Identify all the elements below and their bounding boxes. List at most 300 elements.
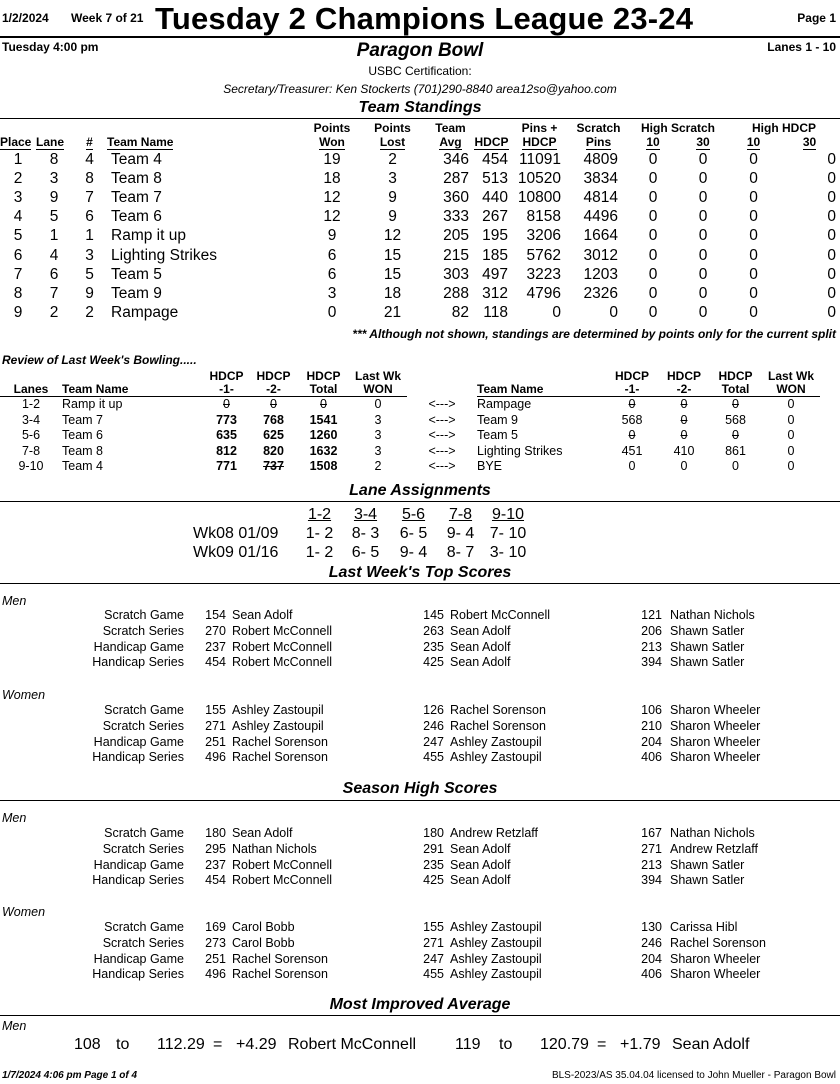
standings-row — [0, 303, 840, 322]
top-scores-row — [0, 735, 830, 751]
season-high-score-1: 454 — [205, 873, 226, 888]
season-high-name-1: Rachel Sorenson — [232, 967, 328, 982]
top-scores-name-3: Sharon Wheeler — [670, 734, 761, 749]
standings-hs30: 0 — [698, 284, 708, 302]
top-scores-score-3: 106 — [641, 703, 662, 717]
standings-pins: 4796 — [526, 284, 561, 302]
review-row — [0, 413, 840, 429]
review-lanes-header: Lanes — [0, 383, 62, 397]
top-scores-score-3: 206 — [641, 623, 662, 638]
top-scores-name-2: Robert McConnell — [450, 608, 551, 622]
review-opp: Team 5 — [477, 428, 518, 442]
standings-avg: 288 — [443, 284, 469, 302]
standings-row — [0, 284, 840, 303]
lane-pair-3-4: 3-4 — [353, 506, 378, 523]
review-h2-top: HDCP — [256, 369, 291, 383]
season-high-score-2: 235 — [423, 857, 444, 872]
season-high-group-label: Men — [2, 811, 27, 825]
review-title: Review of Last Week's Bowling..... — [2, 353, 197, 367]
top-scores-name-1: Robert McConnell — [232, 655, 333, 670]
lane-assign-rule — [0, 501, 840, 502]
review-g2: 737 — [263, 459, 284, 473]
season-high-name-2: Ashley Zastoupil — [450, 920, 542, 934]
standings-hh30: 0 — [827, 189, 836, 207]
season-high-row — [0, 826, 830, 842]
top-scores-name-3: Shawn Satler — [670, 639, 745, 654]
season-high-category: Scratch Game — [104, 826, 184, 840]
standings-scratch: 0 — [609, 303, 618, 321]
standings-lost: 3 — [388, 170, 397, 188]
standings-hh30: 0 — [827, 284, 836, 302]
review-opp: BYE — [477, 459, 503, 473]
standings-lost: 21 — [383, 303, 402, 321]
review-og1: 451 — [621, 443, 643, 458]
top-scores-score-2: 455 — [423, 750, 444, 765]
standings-hh30: 0 — [827, 208, 836, 226]
top-scores-name-1: Rachel Sorenson — [232, 734, 328, 749]
season-high-name-3: Sharon Wheeler — [670, 967, 761, 982]
season-high-row — [0, 920, 830, 936]
review-ototal: 0 — [732, 428, 739, 442]
standings-scratch: 2326 — [583, 284, 618, 302]
lane-pair-7-8: 7-8 — [448, 506, 473, 523]
secretary-contact: Secretary/Treasurer: Ken Stockerts (701)290-8840 area12so@yahoo.com — [223, 82, 617, 96]
lane-assign-week: Wk09 01/16 — [193, 544, 279, 561]
top-scores-category: Handicap Game — [93, 639, 184, 654]
standings-place: 5 — [13, 227, 23, 245]
standings-avg: 346 — [443, 151, 469, 169]
review-owon: 0 — [787, 459, 795, 473]
standings-hh10: 0 — [749, 208, 758, 226]
standings-lost: 9 — [388, 208, 397, 226]
standings-lane: 7 — [49, 284, 59, 302]
top-scores-score-3: 121 — [641, 608, 662, 622]
top-scores-category: Scratch Game — [104, 703, 184, 717]
season-high-rule — [0, 800, 840, 801]
season-high-name-3: Sharon Wheeler — [670, 951, 761, 966]
review-team: Team 8 — [62, 443, 103, 458]
top-scores-table — [0, 608, 830, 671]
standings-lane: 1 — [49, 227, 59, 245]
standings-scratch: 4814 — [583, 189, 618, 207]
season-high-score-3: 213 — [641, 857, 662, 872]
review-h2: -2- — [249, 383, 298, 397]
lane-pair-5-6: 5-6 — [401, 506, 426, 523]
review-g1: 635 — [216, 428, 237, 442]
review-row — [0, 459, 840, 475]
top-scores-name-3: Nathan Nichols — [670, 608, 755, 622]
standings-pins: 10520 — [517, 170, 561, 188]
standings-place: 2 — [13, 170, 23, 188]
most-improved-to-word: to — [499, 1036, 513, 1053]
top-scores-category: Handicap Series — [92, 750, 184, 765]
most-improved-name: Robert McConnell — [288, 1036, 417, 1053]
top-scores-name-3: Shawn Satler — [670, 655, 745, 670]
standings-team: Team 8 — [111, 170, 162, 188]
league-time: Tuesday 4:00 pm — [2, 40, 99, 54]
standings-hh10: 0 — [749, 265, 758, 283]
top-scores-name-2: Ashley Zastoupil — [450, 734, 542, 749]
standings-num: 5 — [85, 265, 94, 283]
review-g2: 768 — [263, 412, 284, 427]
standings-scratch: 3834 — [583, 170, 618, 188]
season-high-category: Scratch Series — [102, 935, 184, 950]
review-h1-top: HDCP — [209, 369, 244, 383]
most-improved-from: 108 — [74, 1036, 101, 1053]
standings-hh10: 0 — [749, 284, 758, 302]
standings-avg: 303 — [443, 265, 469, 283]
standings-pins: 5762 — [526, 246, 561, 264]
season-high-category: Scratch Game — [104, 920, 184, 934]
standings-num: 7 — [85, 189, 94, 207]
top-scores-rule — [0, 583, 840, 584]
standings-hh30: 0 — [827, 265, 836, 283]
standings-lane: 2 — [49, 303, 59, 321]
review-total: Total — [298, 383, 349, 397]
season-high-name-1: Robert McConnell — [232, 857, 333, 872]
top-scores-score-2: 425 — [423, 655, 444, 670]
review-arrow: <---> — [428, 459, 456, 473]
most-improved-name: Sean Adolf — [672, 1036, 750, 1053]
season-high-name-1: Carol Bobb — [232, 935, 295, 950]
col-avg: Avg — [439, 135, 462, 149]
season-high-score-1: 496 — [205, 967, 226, 982]
season-high-score-1: 251 — [205, 951, 226, 966]
standings-won: 0 — [327, 303, 337, 321]
top-scores-score-1: 270 — [205, 623, 226, 638]
review-owon: 0 — [787, 443, 795, 458]
standings-scratch: 4809 — [583, 151, 618, 169]
top-scores-score-3: 204 — [641, 734, 662, 749]
lane-assign-title: Lane Assignments — [349, 482, 491, 499]
review-spacer — [820, 413, 840, 429]
review-spacer — [820, 459, 840, 475]
standings-team: Team 4 — [111, 151, 162, 169]
standings-row — [0, 169, 840, 188]
col-pins: HDCP — [522, 135, 557, 149]
review-spacer — [820, 397, 840, 413]
review-table — [0, 370, 840, 475]
most-improved-title: Most Improved Average — [329, 996, 511, 1013]
standings-num: 1 — [85, 227, 94, 245]
col-won: Won — [319, 135, 345, 149]
standings-place: 3 — [13, 189, 23, 207]
top-scores-name-3: Sharon Wheeler — [670, 718, 761, 733]
lane-assign-pair: 7- 10 — [489, 525, 527, 542]
standings-hh30: 0 — [827, 227, 836, 245]
review-og2: 410 — [673, 443, 695, 458]
review-oh1-top: HDCP — [614, 369, 649, 383]
season-high-score-1: 273 — [205, 935, 226, 950]
season-high-name-2: Ashley Zastoupil — [450, 935, 542, 950]
review-ototal: Total — [709, 383, 762, 397]
season-high-score-1: 295 — [205, 841, 226, 856]
review-og1: 0 — [628, 397, 636, 411]
standings-hdcp: 118 — [483, 303, 508, 321]
top-scores-score-1: 237 — [205, 639, 226, 654]
standings-lane: 5 — [49, 208, 59, 226]
col-hs30: 30 — [696, 135, 710, 149]
top-scores-score-3: 394 — [641, 655, 662, 670]
review-g2: 625 — [263, 428, 284, 442]
season-high-score-2: 455 — [423, 967, 444, 982]
review-total: 0 — [320, 397, 327, 411]
most-improved-eq: = — [597, 1036, 607, 1053]
top-scores-name-1: Robert McConnell — [232, 623, 333, 638]
standings-num: 3 — [85, 246, 94, 264]
standings-team: Team 5 — [111, 265, 162, 283]
top-scores-group-label: Men — [2, 594, 27, 608]
top-scores-category: Scratch Series — [102, 623, 184, 638]
season-high-score-2: 271 — [423, 935, 444, 950]
top-scores-row — [0, 640, 830, 656]
review-won: 3 — [374, 443, 382, 458]
standings-pins: 8158 — [526, 208, 561, 226]
review-h1: -1- — [204, 383, 249, 397]
review-team: Team 6 — [62, 428, 103, 442]
standings-num: 8 — [85, 170, 94, 188]
top-scores-score-2: 145 — [423, 608, 444, 622]
col-pins-top: Pins + — [521, 121, 558, 135]
standings-num: 4 — [85, 151, 94, 169]
bowling-center: Paragon Bowl — [356, 40, 484, 61]
review-owon-top: Last Wk — [767, 369, 814, 383]
most-improved-rule — [0, 1015, 840, 1016]
season-high-category: Handicap Game — [93, 951, 184, 966]
page-number: Page 1 — [797, 11, 836, 25]
standings-avg: 287 — [443, 170, 469, 188]
lane-assign-week: Wk08 01/09 — [193, 525, 279, 542]
review-otot-top: HDCP — [718, 369, 753, 383]
standings-won: 12 — [323, 208, 341, 226]
standings-hs30: 0 — [698, 246, 708, 264]
lane-pair-1-2: 1-2 — [307, 506, 332, 523]
usbc-certification: USBC Certification: — [368, 64, 472, 78]
review-arrow: <---> — [428, 428, 456, 442]
standings-num: 6 — [85, 208, 94, 226]
review-won: 3 — [374, 412, 382, 427]
standings-hh30: 0 — [827, 246, 836, 264]
standings-team: Ramp it up — [111, 227, 186, 245]
standings-scratch: 4496 — [583, 208, 618, 226]
season-high-name-1: Robert McConnell — [232, 873, 333, 888]
col-won-top: Points — [313, 121, 351, 135]
season-high-score-1: 180 — [205, 826, 226, 840]
standings-lost: 15 — [383, 246, 402, 264]
standings-lane: 3 — [49, 170, 59, 188]
lane-assign-pair: 8- 7 — [446, 544, 475, 561]
standings-team: Rampage — [111, 303, 179, 321]
standings-rule — [0, 118, 840, 119]
top-scores-name-1: Rachel Sorenson — [232, 750, 328, 765]
top-scores-category: Handicap Series — [92, 655, 184, 670]
standings-hs10: 0 — [648, 189, 658, 207]
review-g1: 812 — [216, 443, 237, 458]
standings-won: 3 — [327, 284, 337, 302]
review-tot-top: HDCP — [306, 369, 341, 383]
season-high-name-2: Andrew Retzlaff — [450, 826, 539, 840]
standings-team: Team 6 — [111, 208, 162, 226]
col-hdcp: HDCP — [474, 135, 509, 149]
season-high-score-3: 130 — [641, 920, 662, 934]
standings-hdcp: 267 — [482, 208, 508, 226]
standings-row — [0, 226, 840, 245]
season-high-name-2: Sean Adolf — [450, 841, 511, 856]
footer-printed: 1/7/2024 4:06 pm Page 1 of 4 — [2, 1070, 138, 1081]
review-spacer — [820, 428, 840, 444]
standings-hh30: 0 — [827, 170, 836, 188]
top-scores-name-1: Robert McConnell — [232, 639, 333, 654]
top-scores-score-1: 251 — [205, 734, 226, 749]
standings-lost: 18 — [383, 284, 402, 302]
standings-hdcp: 185 — [482, 246, 508, 264]
top-scores-score-1: 154 — [205, 608, 226, 622]
review-oh2-top: HDCP — [666, 369, 701, 383]
standings-row — [0, 265, 840, 284]
review-g1: 0 — [223, 397, 230, 411]
top-scores-table — [0, 703, 830, 766]
lane-assign-row — [193, 543, 532, 562]
review-g2: 0 — [270, 397, 277, 411]
top-scores-name-1: Sean Adolf — [232, 608, 293, 622]
col-hs10: 10 — [646, 135, 660, 149]
most-improved-to-word: to — [116, 1036, 130, 1053]
col-place: Place — [0, 135, 32, 149]
standings-hs10: 0 — [648, 265, 658, 283]
review-og1: 0 — [628, 428, 636, 442]
week-indicator: Week 7 of 21 — [71, 11, 144, 25]
standings-scratch: 1664 — [583, 227, 618, 245]
top-scores-score-1: 496 — [205, 750, 226, 765]
standings-hs30: 0 — [698, 303, 708, 321]
season-high-name-1: Rachel Sorenson — [232, 951, 328, 966]
season-high-score-3: 406 — [641, 967, 662, 982]
season-high-name-3: Shawn Satler — [670, 873, 745, 888]
season-high-score-2: 291 — [423, 841, 444, 856]
standings-hs10: 0 — [648, 170, 658, 188]
review-team: Ramp it up — [62, 397, 123, 411]
review-lanes: 7-8 — [21, 443, 41, 458]
season-high-name-1: Nathan Nichols — [232, 841, 317, 856]
lane-assign-pair: 9- 4 — [399, 544, 428, 561]
standings-won: 9 — [327, 227, 337, 245]
standings-place: 1 — [13, 151, 23, 169]
top-scores-name-3: Sharon Wheeler — [670, 750, 761, 765]
review-opp: Rampage — [477, 397, 532, 411]
standings-hh10: 0 — [749, 303, 758, 321]
standings-hdcp: 454 — [482, 151, 508, 169]
review-opp: Team 9 — [477, 412, 518, 427]
review-lanes: 1-2 — [21, 397, 41, 411]
standings-team: Team 7 — [111, 189, 162, 207]
most-improved-group: Men — [2, 1019, 27, 1033]
standings-hdcp: 513 — [482, 170, 508, 188]
standings-hdcp: 312 — [482, 284, 508, 302]
top-scores-row — [0, 624, 830, 640]
col-scratch-top: Scratch — [576, 121, 621, 135]
top-scores-category: Handicap Game — [93, 734, 184, 749]
col-num: # — [86, 135, 93, 149]
lane-assign-pair: 3- 10 — [489, 544, 527, 561]
review-row — [0, 428, 840, 444]
review-arrow: <---> — [428, 412, 456, 427]
standings-hs30: 0 — [698, 265, 708, 283]
standings-pins: 10800 — [517, 189, 561, 207]
top-scores-score-1: 271 — [205, 718, 226, 733]
header-rule — [0, 36, 840, 38]
standings-place: 6 — [13, 246, 23, 264]
top-scores-score-3: 210 — [641, 718, 662, 733]
top-scores-row — [0, 703, 830, 719]
season-high-name-2: Ashley Zastoupil — [450, 967, 542, 982]
standings-scratch: 1203 — [583, 265, 618, 283]
review-owon: 0 — [787, 412, 795, 427]
col-team: Team Name — [107, 135, 174, 149]
standings-hs10: 0 — [648, 246, 658, 264]
standings-pins: 11091 — [519, 151, 561, 169]
season-high-category: Handicap Series — [92, 873, 184, 888]
col-lane: Lane — [36, 135, 65, 149]
standings-hh30: 0 — [827, 303, 836, 321]
standings-team: Lighting Strikes — [111, 246, 217, 264]
season-high-table — [0, 826, 830, 889]
review-og1: 0 — [628, 459, 636, 473]
review-spacer — [820, 444, 840, 460]
review-won: 2 — [374, 459, 382, 473]
review-g2: 820 — [263, 443, 284, 458]
top-scores-score-3: 213 — [641, 639, 662, 654]
standings-lane: 6 — [49, 265, 59, 283]
standings-row — [0, 245, 840, 264]
review-total: 1508 — [309, 459, 338, 473]
review-total: 1541 — [309, 412, 338, 427]
top-scores-score-1: 155 — [205, 703, 226, 717]
standings-hs30: 0 — [698, 170, 708, 188]
lane-assign-pair: 6- 5 — [351, 544, 380, 561]
review-lanes: 5-6 — [21, 428, 41, 442]
season-high-score-1: 169 — [205, 920, 226, 934]
season-high-row — [0, 967, 830, 983]
standings-row — [0, 188, 840, 207]
top-scores-name-2: Sean Adolf — [450, 639, 511, 654]
top-scores-score-2: 246 — [423, 718, 444, 733]
lane-assign-pair: 9- 4 — [446, 525, 475, 542]
standings-won: 12 — [323, 189, 341, 207]
season-high-score-2: 247 — [423, 951, 444, 966]
top-scores-title: Last Week's Top Scores — [328, 564, 512, 581]
top-scores-name-1: Ashley Zastoupil — [232, 703, 324, 717]
standings-pins: 3223 — [526, 265, 561, 283]
lane-assign-row — [193, 524, 532, 543]
season-high-name-2: Sean Adolf — [450, 873, 511, 888]
review-lanes: 9-10 — [18, 459, 44, 473]
col-avg-top: Team — [435, 121, 466, 135]
lane-assign-table — [193, 505, 532, 562]
lane-pair-9-10: 9-10 — [491, 506, 525, 523]
review-row — [0, 397, 840, 413]
col-high-hdcp: High HDCP — [752, 121, 816, 135]
review-oh1: -1- — [605, 383, 659, 397]
season-high-table — [0, 920, 830, 983]
standings-hdcp: 497 — [482, 265, 508, 283]
review-total: 1260 — [309, 428, 338, 442]
season-high-name-3: Andrew Retzlaff — [670, 841, 759, 856]
standings-lost: 12 — [383, 227, 402, 245]
standings-hh10: 0 — [749, 246, 758, 264]
top-scores-score-1: 454 — [205, 655, 226, 670]
season-high-title: Season High Scores — [342, 780, 498, 797]
standings-won: 6 — [327, 265, 337, 283]
